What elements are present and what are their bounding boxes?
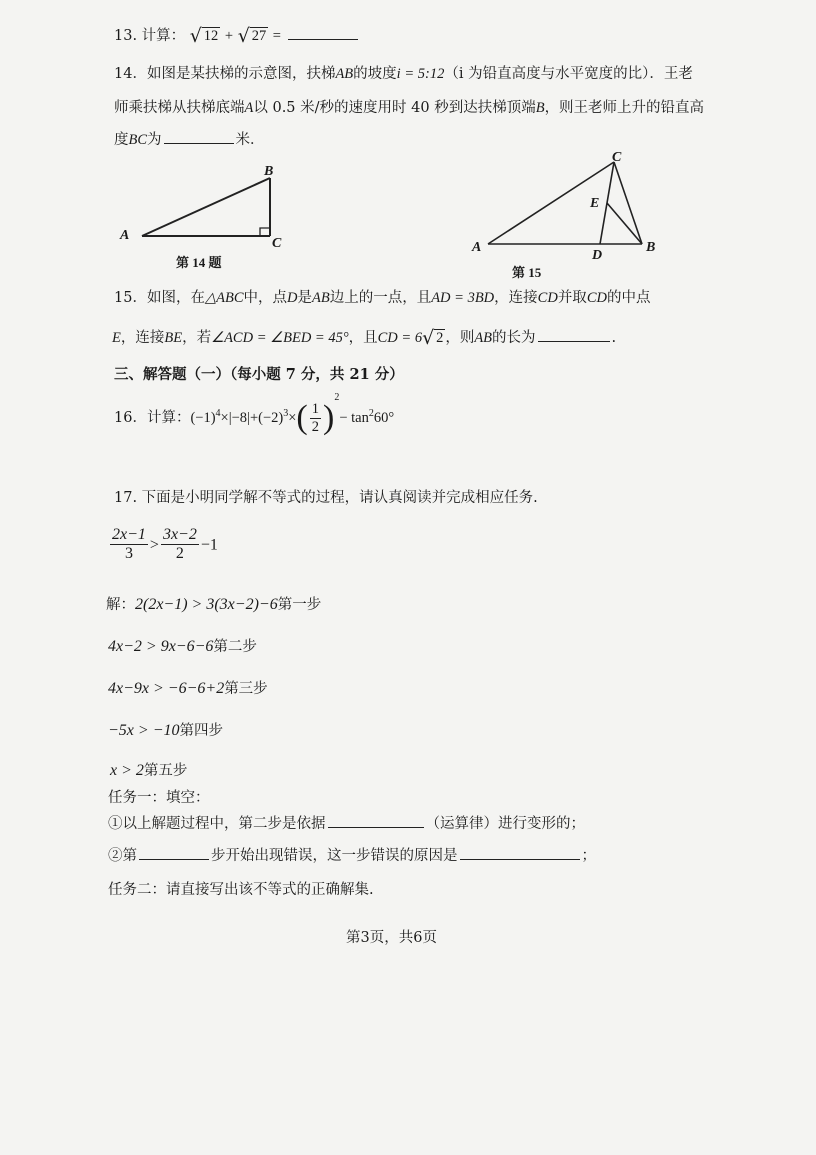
task-1a-line: ①以上解题过程中，第二步是依据 （运算律）进行变形的；: [108, 816, 585, 832]
q13-line: [114, 25, 360, 47]
sqrt-12: √ 12: [189, 25, 219, 47]
fig15-caption: 第 15: [512, 265, 542, 280]
fig14-point-b: B: [264, 164, 274, 179]
fig14-point-c: C: [272, 236, 282, 251]
task-1b-line: ②第 步开始出现错误，这一步错误的原因是 ；: [108, 848, 596, 864]
fig15-point-b: B: [646, 240, 656, 255]
q15-answer-blank[interactable]: [538, 340, 610, 342]
q17-step-3: 4x−9x > −6−6+2第三步: [108, 680, 268, 697]
task-1b-blank-step[interactable]: [139, 858, 209, 860]
fig14-caption: 第 14 题: [176, 255, 222, 270]
fig15-point-e: E: [590, 196, 600, 211]
task-2-line: 任务二：请直接写出该不等式的正确解集.: [108, 882, 374, 898]
fig15-point-a: A: [472, 240, 482, 255]
q17-step-1: 解：2(2x−1) > 3(3x−2)−6第一步: [106, 596, 322, 613]
slope-ratio: i = 5:12: [396, 66, 445, 82]
plus-sign: +: [224, 28, 234, 44]
page-footer: 第3页，共6页: [346, 930, 437, 946]
q14-line-1: 14．如图是某扶梯的示意图，扶梯AB的坡度i = 5:12（i 为铅直高度与水平宽度的比）．王老: [114, 66, 693, 82]
q13-label: 13. 计算：: [114, 28, 186, 44]
equals-sign: =: [272, 28, 281, 44]
q16-line: 16．计算：$(-1)^4\times|-8|+(-2)^3\times$( $\frac{1}{2}$ )$^2- \tan^260^\circ$: [114, 392, 395, 436]
fig15-point-d: D: [592, 248, 603, 263]
q15-line-1: 15．如图，在△ABC中，点D是AB边上的一点，且AD = 3BD，连接CD并取CD的中点: [114, 290, 651, 306]
q17-intro: 17. 下面是小明同学解不等式的过程，请认真阅读并完成相应任务.: [114, 490, 538, 506]
q17-step-5: x > 2第五步: [110, 762, 188, 779]
task-1b-blank-reason[interactable]: [460, 858, 580, 860]
q17-inequality: $\frac{2x-1}{3}$ > $\frac{3x-2}{2}$ −1: [112, 526, 218, 563]
fig14-point-a: A: [120, 228, 130, 243]
figure-15-triangle: [480, 156, 660, 256]
q17-step-4: −5x > −10第四步: [108, 722, 223, 739]
task-1a-blank[interactable]: [328, 826, 424, 828]
sqrt-27: √ 27: [237, 25, 267, 47]
section-3-heading: 三、解答题（一）（每小题 7 分，共 21 分）: [114, 366, 404, 383]
fig15-point-c: C: [612, 150, 622, 165]
q14-line-3: 度BC为 米．: [114, 132, 265, 148]
q17-step-2: 4x−2 > 9x−6−6第二步: [108, 638, 257, 655]
q16-half-fraction: $\frac{1}{2}$: [311, 400, 319, 435]
q14-line-2: 师乘扶梯从扶梯底端A以 0.5 米/秒的速度用时 40 秒到达扶梯顶端B，则王老师上升的铅直高: [114, 100, 705, 116]
task-1-heading: 任务一：填空：: [108, 790, 210, 806]
q15-line-2: E，连接BE，若∠ACD = ∠BED = 45°，且CD = 6 √ 2 ，则AB的长为 .: [112, 327, 617, 349]
q14-answer-blank[interactable]: [164, 142, 234, 144]
q13-answer-blank[interactable]: [288, 38, 358, 40]
sqrt-2: √ 2: [422, 327, 444, 349]
